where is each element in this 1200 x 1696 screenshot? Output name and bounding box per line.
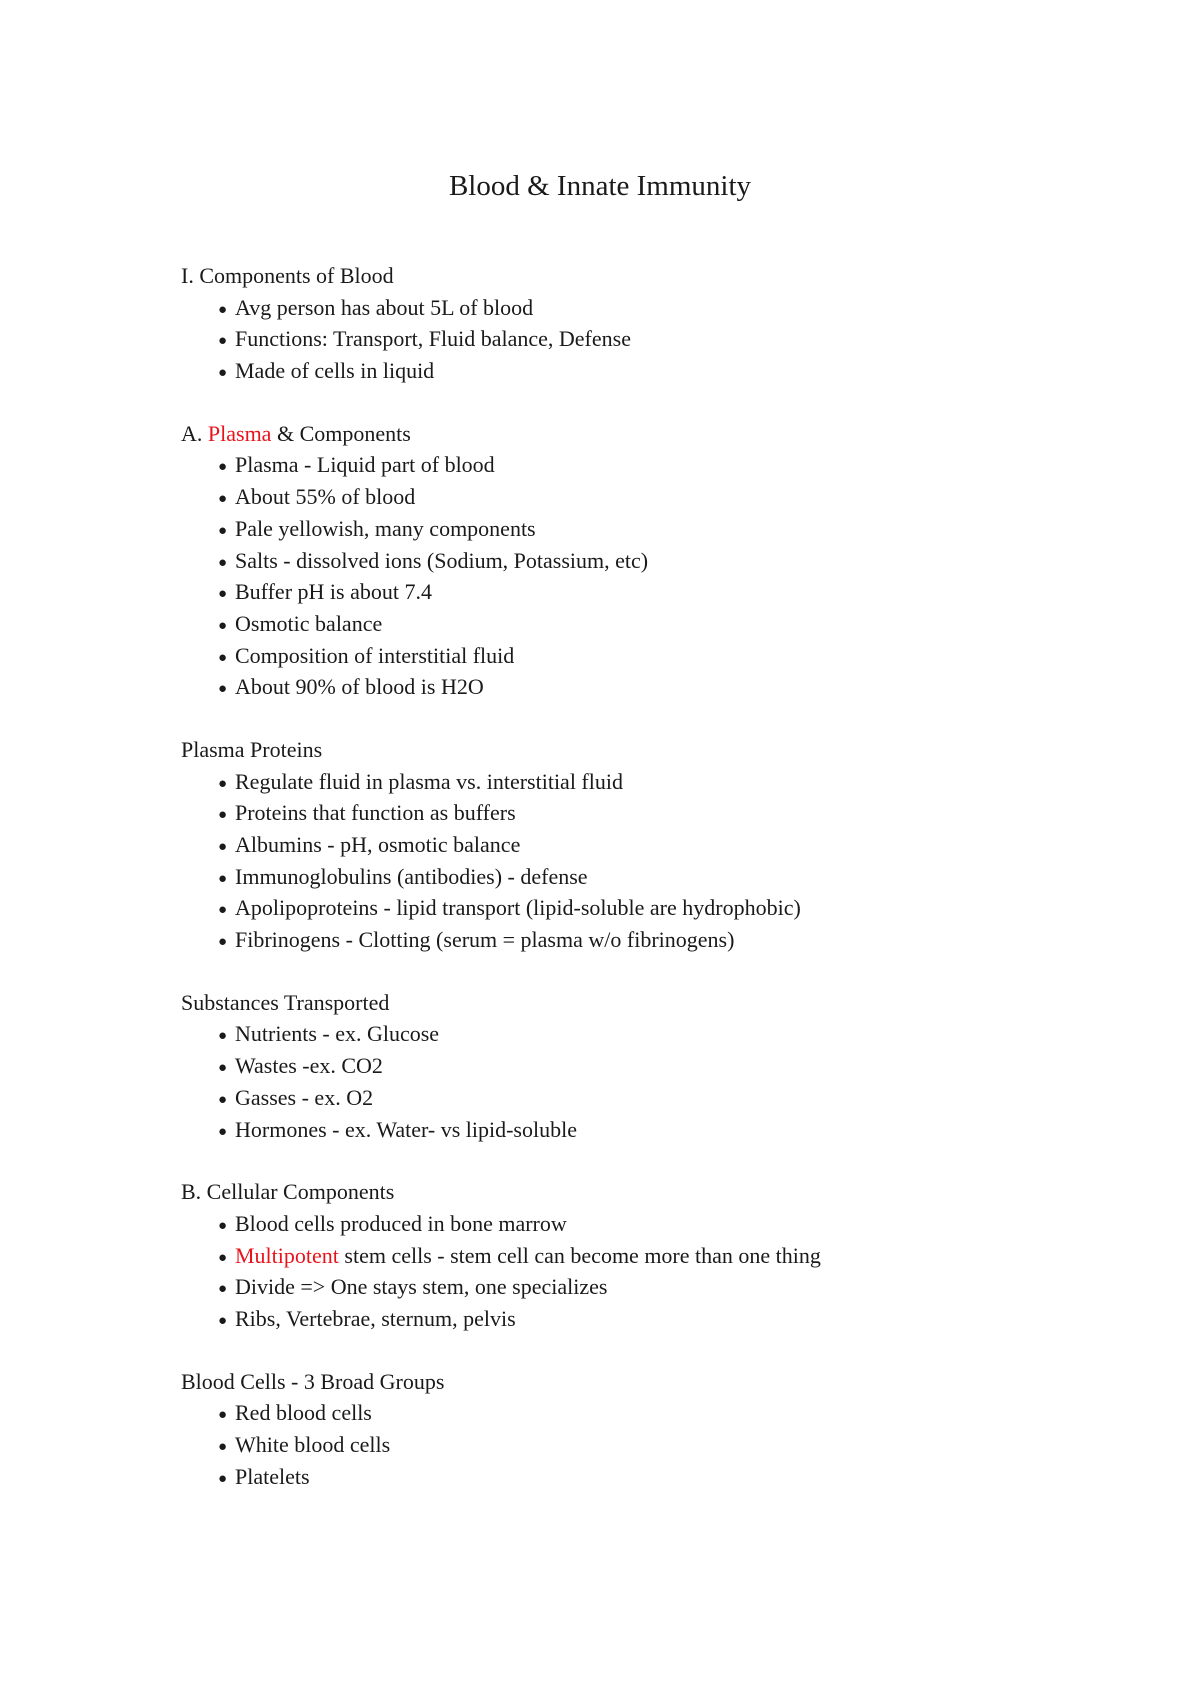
list-item: ● Gasses - ex. O2 — [218, 1082, 1141, 1114]
section-plasma-proteins — [181, 734, 1141, 956]
section-plasma-components — [181, 418, 1141, 703]
bullet-icon: ● — [218, 807, 228, 824]
bullet-icon: ● — [218, 1470, 228, 1487]
bullet-list — [181, 449, 1141, 703]
section-blood-cells-groups — [181, 1366, 1141, 1493]
bullet-icon: ● — [218, 1091, 228, 1108]
list-item: ● Wastes -ex. CO2 — [218, 1050, 1141, 1082]
list-item: ● Functions: Transport, Fluid balance, Defense — [218, 323, 1141, 355]
bullet-icon: ● — [218, 1281, 228, 1298]
section-heading: B. Cellular Components — [181, 1179, 395, 1205]
highlighted-term: Multipotent — [235, 1242, 339, 1268]
bullet-icon: ● — [218, 1439, 228, 1455]
bullet-list — [181, 1397, 1141, 1492]
document-title: Blood & Innate Immunity — [448, 170, 752, 202]
bullet-list — [181, 1208, 1141, 1335]
bullet-icon: ● — [218, 491, 228, 508]
bullet-icon: ● — [218, 617, 228, 634]
bullet-icon: ● — [218, 681, 228, 698]
bullet-icon: ● — [218, 1407, 228, 1424]
section-components-of-blood — [181, 260, 1141, 387]
list-item: ● About 90% of blood is H2O — [218, 671, 1141, 703]
bullet-icon: ● — [218, 586, 228, 603]
bullet-icon: ● — [218, 649, 228, 666]
list-item: ● Multipotent stem cells - stem cell can become more than one thing — [218, 1240, 1141, 1272]
list-item: ● Nutrients - ex. Glucose — [218, 1018, 1141, 1050]
list-item: ● Albumins - pH, osmotic balance — [218, 829, 1141, 861]
list-item: ● Blood cells produced in bone marrow — [218, 1208, 1141, 1240]
section-heading: Plasma Proteins — [181, 736, 323, 762]
list-item: ● Regulate fluid in plasma vs. interstitial fluid — [218, 766, 1141, 798]
list-item: ● Buffer pH is about 7.4 — [218, 576, 1141, 608]
list-item: ● Avg person has about 5L of blood — [218, 292, 1141, 324]
list-item: ● Apolipoproteins - lipid transport (lipid-soluble are hydrophobic) — [218, 892, 1141, 924]
bullet-icon: ● — [218, 934, 228, 951]
bullet-icon: ● — [218, 301, 228, 318]
list-item: ● Plasma - Liquid part of blood — [218, 449, 1141, 481]
list-item: ● Divide => One stays stem, one specializes — [218, 1271, 1141, 1303]
bullet-icon: ● — [218, 1217, 228, 1234]
section-substances-transported — [181, 987, 1141, 1145]
list-item: ● About 55% of blood — [218, 481, 1141, 513]
bullet-icon: ● — [218, 365, 228, 382]
section-cellular-components — [181, 1176, 1141, 1334]
list-item: ● Fibrinogens - Clotting (serum = plasma w/o fibrinogens) — [218, 924, 1141, 956]
bullet-list — [181, 766, 1141, 956]
list-item: ● Ribs, Vertebrae, sternum, pelvis — [218, 1303, 1141, 1335]
bullet-icon: ● — [218, 1028, 228, 1045]
bullet-icon: ● — [218, 1249, 228, 1266]
bullet-icon: ● — [218, 870, 228, 887]
list-item: ● Hormones - ex. Water- vs lipid-soluble — [218, 1114, 1141, 1146]
section-heading: A. Plasma & Components — [181, 420, 411, 446]
bullet-icon: ● — [218, 522, 228, 539]
bullet-icon: ● — [218, 902, 228, 919]
bullet-icon: ● — [218, 554, 228, 571]
list-item: ● Osmotic balance — [218, 608, 1141, 640]
list-item: ● Proteins that function as buffers — [218, 797, 1141, 829]
bullet-icon: ● — [218, 839, 228, 855]
list-item: ● Composition of interstitial fluid — [218, 640, 1141, 672]
list-item: ● White blood cells — [218, 1429, 1141, 1461]
list-item: ● Made of cells in liquid — [218, 355, 1141, 387]
section-heading: Blood Cells - 3 Broad Groups — [181, 1368, 445, 1394]
bullet-icon: ● — [218, 333, 228, 350]
bullet-icon: ● — [218, 1123, 228, 1140]
document-body — [181, 260, 1141, 1523]
list-item: ● Red blood cells — [218, 1397, 1141, 1429]
section-heading: Substances Transported — [181, 989, 390, 1015]
bullet-icon: ● — [218, 459, 228, 476]
bullet-list — [181, 292, 1141, 387]
list-item: ● Platelets — [218, 1461, 1141, 1493]
list-item: ● Pale yellowish, many components — [218, 513, 1141, 545]
list-item: ● Salts - dissolved ions (Sodium, Potassium, etc) — [218, 545, 1141, 577]
bullet-list — [181, 1018, 1141, 1145]
section-heading: I. Components of Blood — [181, 263, 394, 288]
bullet-icon: ● — [218, 1060, 228, 1077]
bullet-icon: ● — [218, 775, 228, 792]
highlighted-term: Plasma — [207, 420, 272, 446]
bullet-icon: ● — [218, 1312, 228, 1329]
list-item: ● Immunoglobulins (antibodies) - defense — [218, 861, 1141, 893]
